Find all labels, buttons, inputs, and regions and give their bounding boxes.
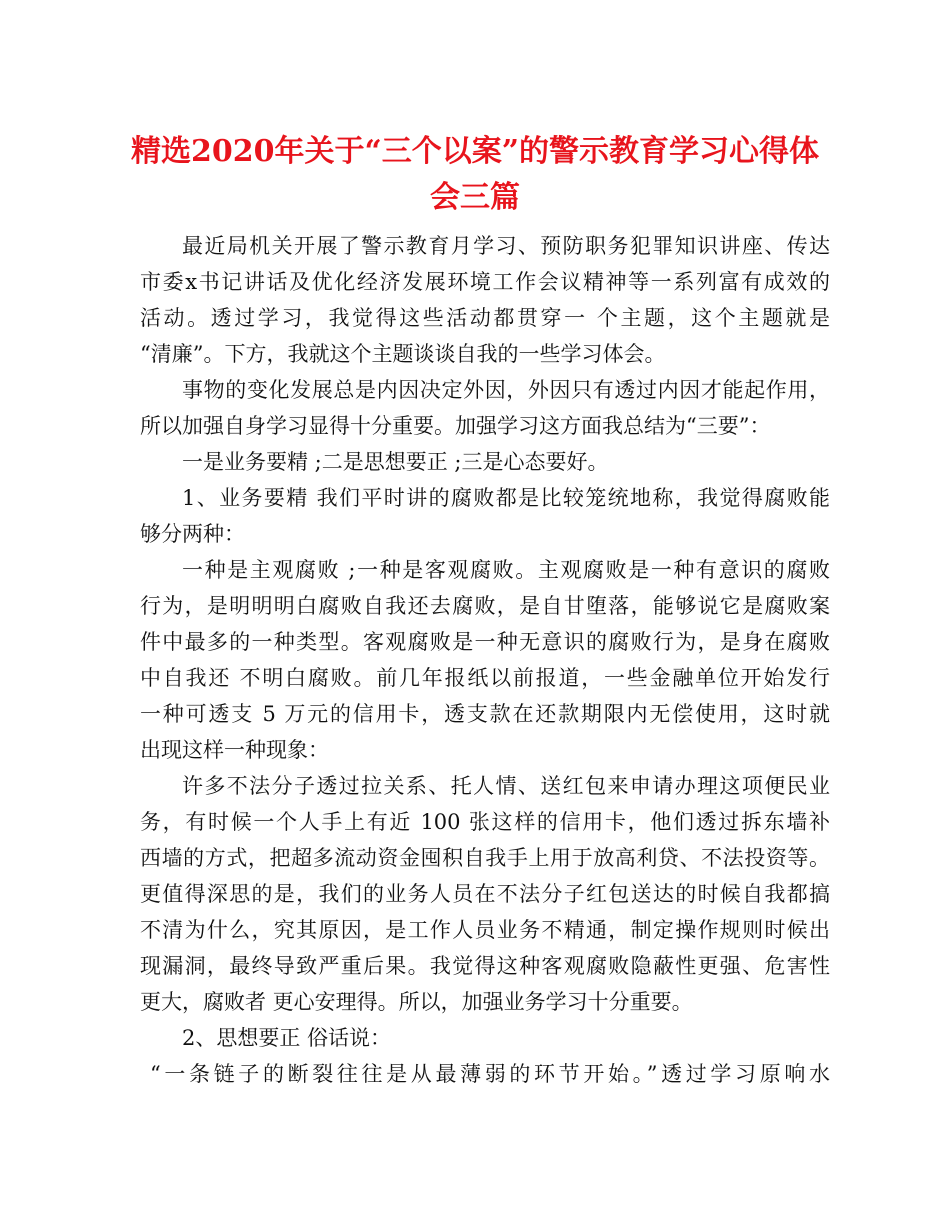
document-title-line-2: 会三篇 — [430, 180, 520, 215]
body-line-2: 市委x书记讲话及优化经济发展环境工作会议精神等一系列富有成效的 — [140, 270, 830, 294]
body-line-22: 更大，腐败者 更心安理得。所以，加强业务学习十分重要。 — [140, 990, 693, 1014]
body-line-15: 出现这样一种现象： — [140, 738, 329, 762]
body-line-10: 一种是主观腐败 ;一种是客观腐败。主观腐败是一种有意识的腐败 — [182, 558, 830, 582]
body-line-1: 最近局机关开展了警示教育月学习、预防职务犯罪知识讲座、传达 — [182, 234, 830, 258]
body-line-12: 件中最多的一种类型。客观腐败是一种无意识的腐败行为，是身在腐败 — [140, 630, 830, 654]
body-line-11: 行为，是明明明白腐败自我还去腐败，是自甘堕落，能够说它是腐败案 — [140, 594, 830, 618]
body-line-4: “清廉”。下方，我就这个主题谈谈自我的一些学习体会。 — [140, 342, 666, 366]
body-line-18: 西墙的方式，把超多流动资金囤积自我手上用于放高利贷、不法投资等。 — [140, 846, 830, 870]
body-line-17: 务，有时候一个人手上有近 100 张这样的信用卡，他们透过拆东墙补 — [140, 810, 830, 834]
body-line-13: 中自我还 不明白腐败。前几年报纸以前报道，一些金融单位开始发行 — [140, 666, 830, 690]
body-line-20: 不清为什么，究其原因，是工作人员业务不精通，制定操作规则时候出 — [140, 918, 830, 942]
document-title-line-1: 精选2020年关于“三个以案”的警示教育学习心得体 — [130, 134, 819, 169]
body-line-16: 许多不法分子透过拉关系、托人情、送红包来申请办理这项便民业 — [182, 774, 830, 798]
body-line-23: 2、思想要正 俗话说： — [182, 1026, 392, 1050]
body-line-6: 所以加强自身学习显得十分重要。加强学习这方面我总结为“三要”： — [140, 414, 771, 438]
body-line-3: 活动。透过学习，我觉得这些活动都贯穿一 个主题，这个主题就是 — [140, 306, 830, 330]
body-line-8: 1、业务要精 我们平时讲的腐败都是比较笼统地称，我觉得腐败能 — [182, 486, 830, 510]
body-line-9: 够分两种： — [140, 522, 245, 546]
body-line-14: 一种可透支 5 万元的信用卡，透支款在还款期限内无偿使用，这时就 — [140, 702, 830, 726]
body-line-21: 现漏洞，最终导致严重后果。我觉得这种客观腐败隐蔽性更强、危害性 — [140, 954, 830, 978]
body-line-7: 一是业务要精 ;二是思想要正 ;三是心态要好。 — [182, 450, 609, 474]
body-line-19: 更值得深思的是，我们的业务人员在不法分子红包送达的时候自我都搞 — [140, 882, 830, 906]
body-line-24: “一条链子的断裂往往是从最薄弱的环节开始。”透过学习原响水 — [150, 1062, 830, 1086]
body-line-5: 事物的变化发展总是内因决定外因，外因只有透过内因才能起作用， — [182, 378, 830, 402]
